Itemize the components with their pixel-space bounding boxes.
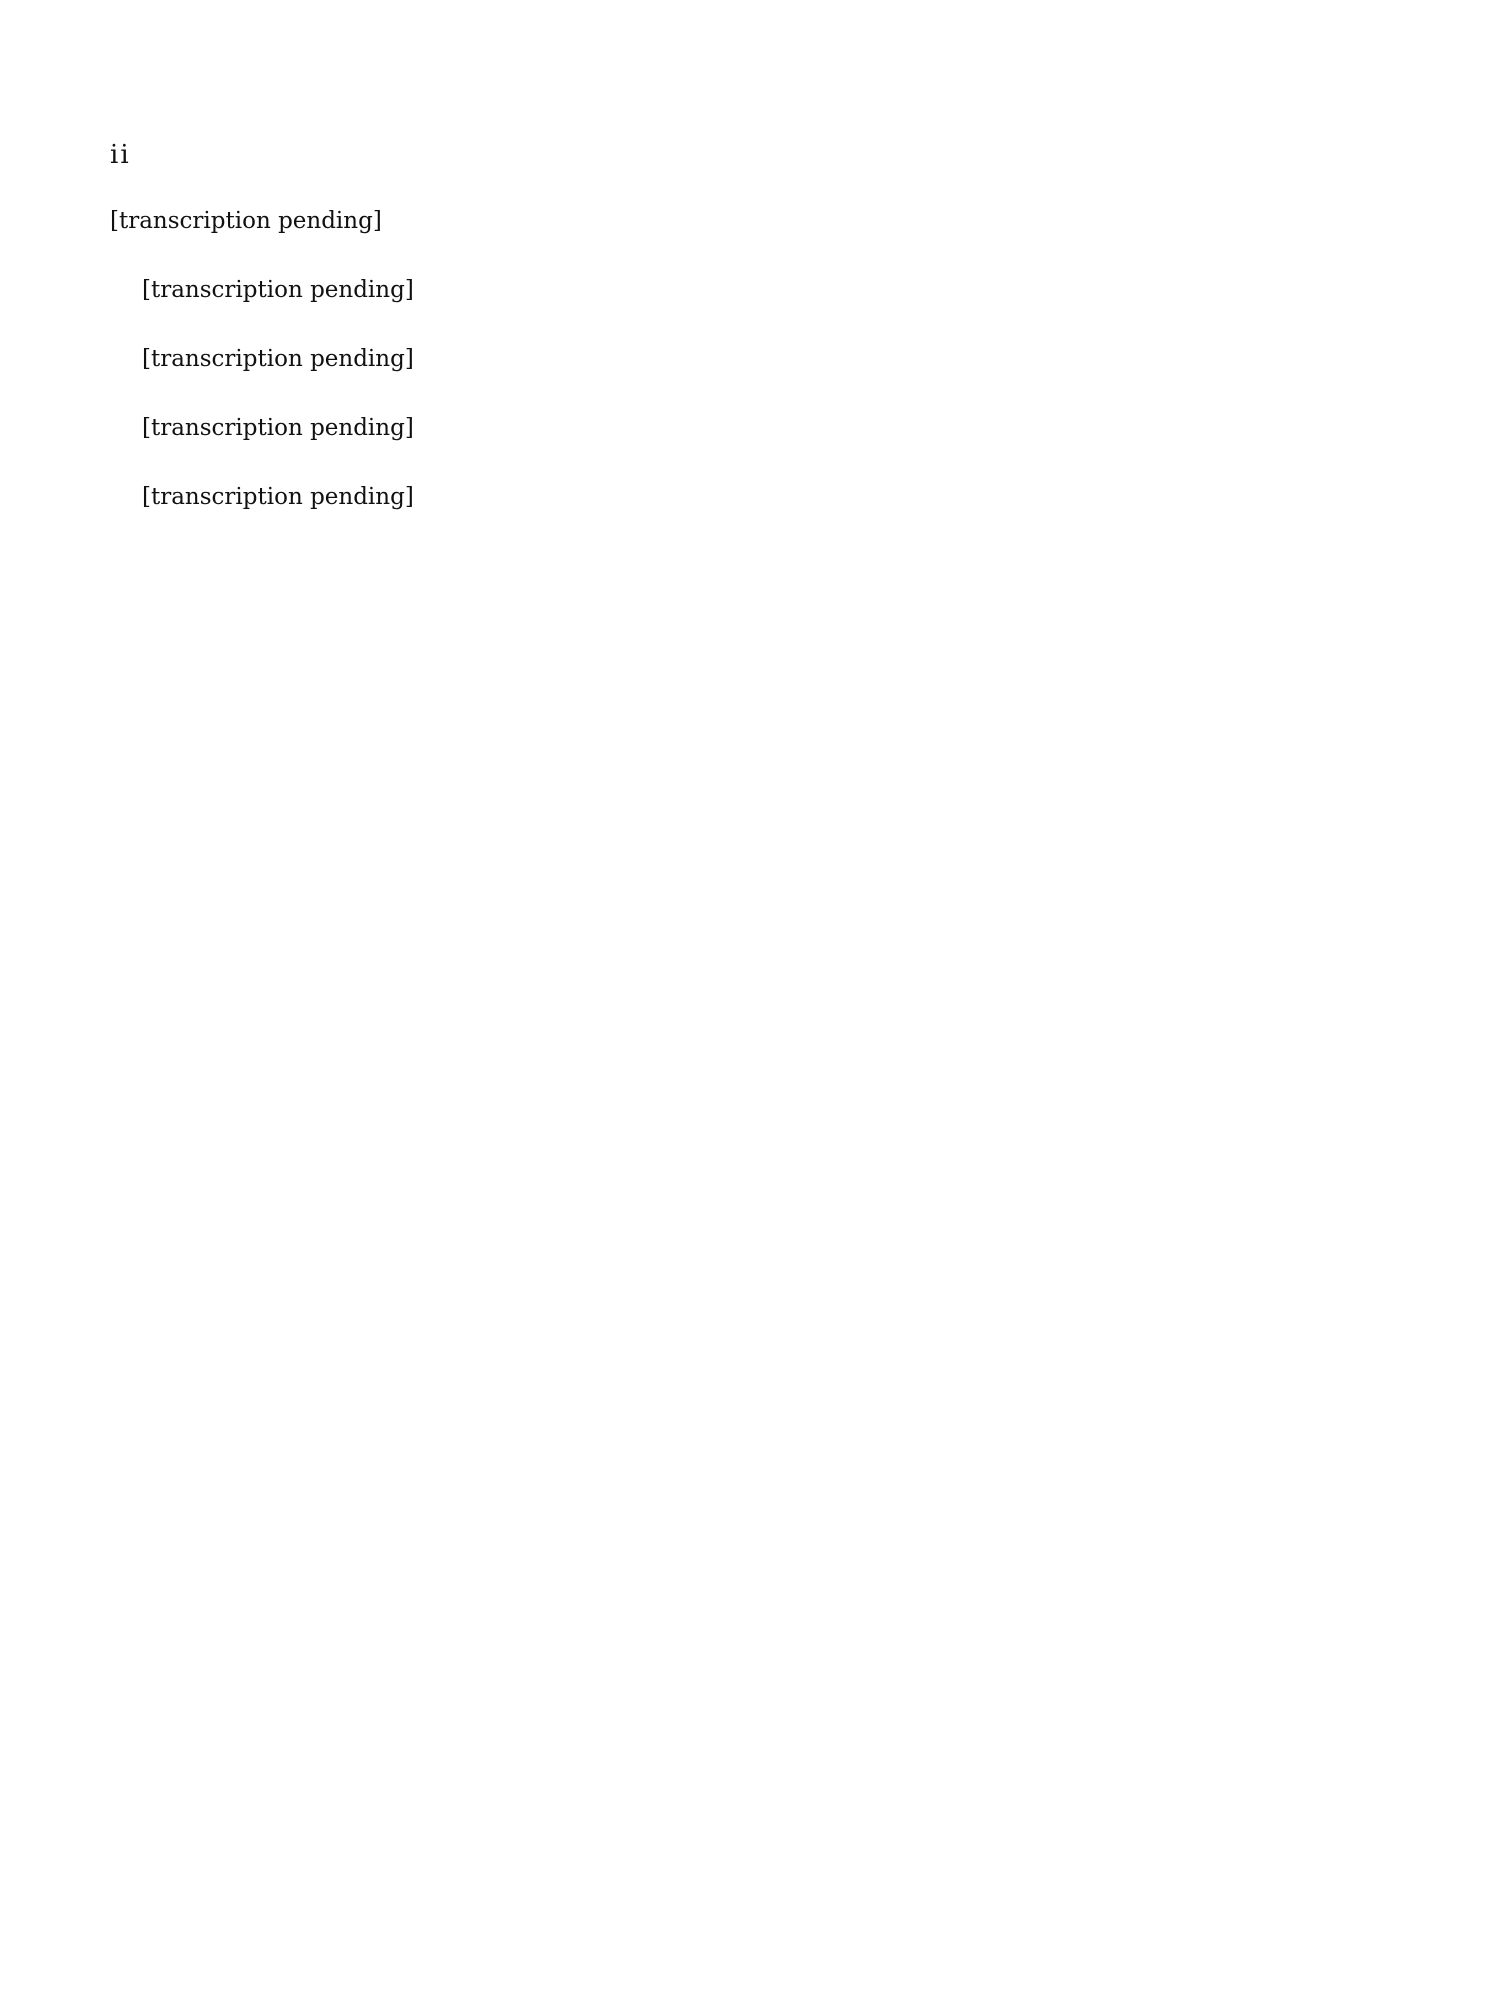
paragraph-1: [transcription pending] <box>110 208 382 234</box>
paragraph-2: [transcription pending] <box>142 277 414 303</box>
body-text <box>110 200 1390 519</box>
paragraph-3: [transcription pending] <box>142 346 414 372</box>
paragraph-5: [transcription pending] <box>142 484 414 510</box>
page-number: ii <box>110 140 131 170</box>
paragraph-4: [transcription pending] <box>142 415 414 441</box>
